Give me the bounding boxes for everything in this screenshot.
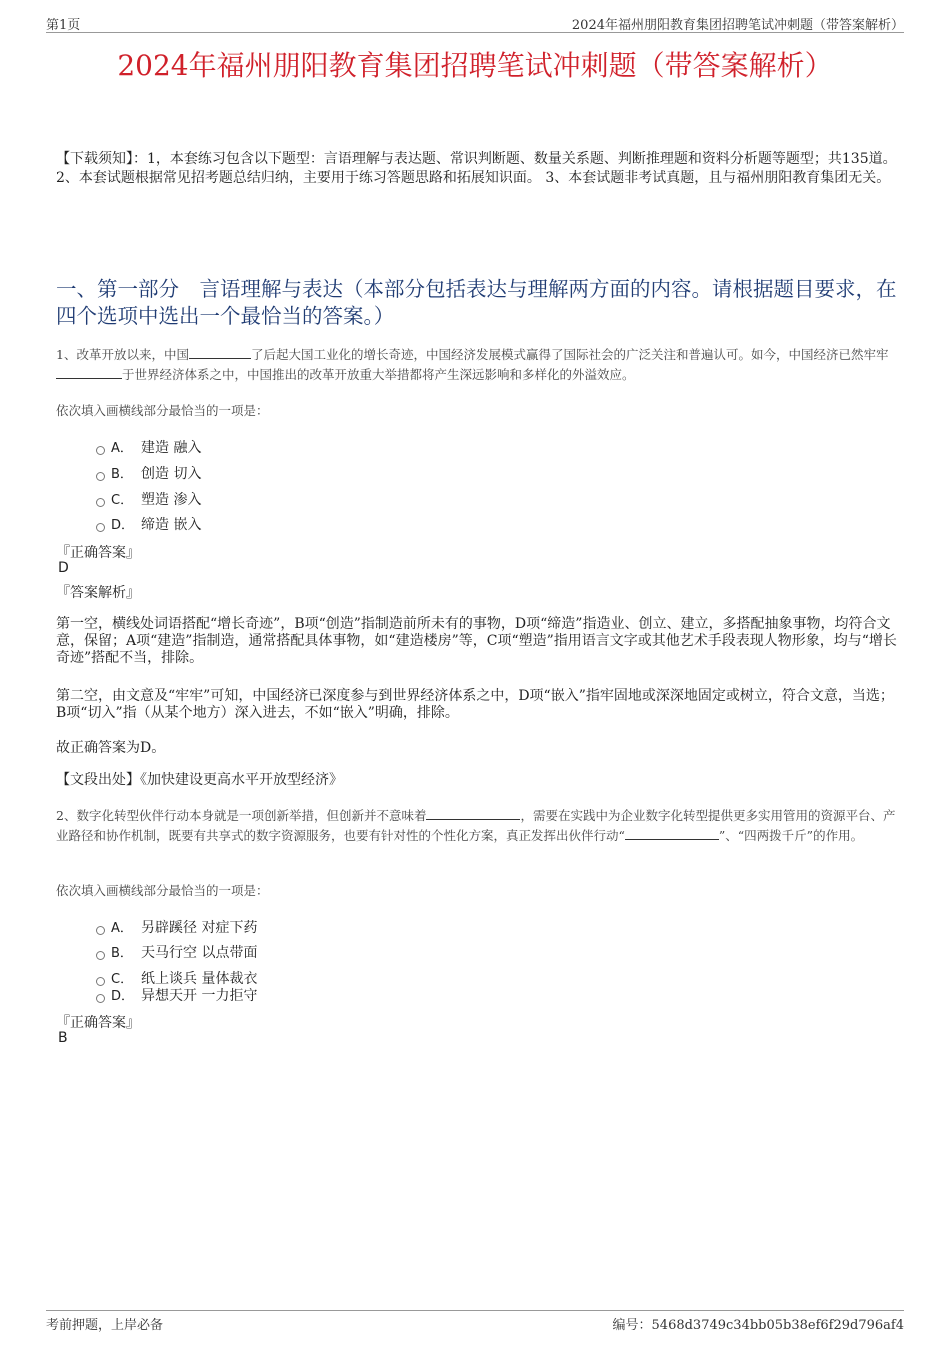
header-page-number: 第1页 [46,18,81,33]
blank-2 [625,827,719,840]
q1-analysis-label: 『答案解析』 [56,585,140,601]
radio-icon[interactable] [96,498,105,507]
blank-2 [56,366,122,379]
header-divider [46,32,904,33]
footer-doc-id: 编号：5468d3749c34bb05b38ef6f29d796af4 [612,1318,904,1333]
q1-option-b[interactable]: B． 创造 切入 [96,463,201,483]
q2-answer: B [58,1030,68,1046]
q1-analysis-1: 第一空，横线处词语搭配“增长奇迹”，B项“创造”指制造前所未有的事物，D项“缔造”指造业、创立、建立，多搭配抽象事物，均符合文意，保留；A项“建造”指制造，通常搭配具体事物，如“建造楼房”等，C项“塑造”指用语言文字或其他艺术手段表现人物形象，均与“增长奇迹”搭配不当，排除。 [56,616,897,666]
q2-option-d[interactable]: D． 异想天开 一力拒守 [96,985,257,1005]
radio-icon[interactable] [96,446,105,455]
radio-icon[interactable] [96,951,105,960]
q1-option-d[interactable]: D． 缔造 嵌入 [96,514,201,534]
q1-option-c[interactable]: C． 塑造 渗入 [96,489,201,509]
q2-answer-label: 『正确答案』 [56,1015,140,1031]
q2-option-a[interactable]: A． 另辟蹊径 对症下药 [96,917,257,937]
header-doc-title: 2024年福州朋阳教育集团招聘笔试冲刺题（带答案解析） [571,18,904,33]
q2-option-b[interactable]: B． 天马行空 以点带面 [96,942,257,962]
blank-1 [426,807,520,820]
q1-conclusion: 故正确答案为D。 [56,740,166,756]
q1-answer-label: 『正确答案』 [56,545,140,561]
footer-divider [46,1310,904,1311]
question-1-prompt: 依次填入画横线部分最恰当的一项是： [56,403,269,418]
q1-option-a[interactable]: A． 建造 融入 [96,437,201,457]
question-2-prompt: 依次填入画横线部分最恰当的一项是： [56,883,269,898]
download-notice: 【下载须知】：1，本套练习包含以下题型：言语理解与表达题、常识判断题、数量关系题、判断推理题和资料分析题等题型；共135道。 2、本套试题根据常见招考题总结归纳，主要用于练习答题思路和拓展知识面。 3、本套试题非考试真题，且与福州朋阳教育集团无关。 [56,151,897,186]
question-2-text: 2、数字化转型伙伴行动本身就是一项创新举措，但创新并不意味着 ，需要在实践中为企业数字化转型提供更多实用管用的资源平台、产业路径和协作机制，既要有共享式的数字资源服务，也要有针对性的个性化方案，真正发挥出伙伴行动“ ”、“四两拨千斤”的作用。 [56,808,896,843]
q1-source: 【文段出处】《加快建设更高水平开放型经济》 [56,772,343,788]
section-title: 一、第一部分 言语理解与表达（本部分包括表达与理解两方面的内容。请根据题目要求，在四个选项中选出一个最恰当的答案。） [56,277,897,328]
radio-icon[interactable] [96,926,105,935]
question-1-text: 1、改革开放以来，中国 了后起大国工业化的增长奇迹，中国经济发展模式赢得了国际社会的广泛关注和普遍认可。如今，中国经济已然牢牢于世界经济体系之中，中国推出的改革开放重大举措都将产生深远影响和多样化的外溢效应。 [56,347,889,382]
radio-icon[interactable] [96,523,105,532]
radio-icon[interactable] [96,994,105,1003]
q1-answer: D [58,560,69,576]
page-title: 2024年福州朋阳教育集团招聘笔试冲刺题（带答案解析） [117,49,833,82]
q2-option-c[interactable]: C． 纸上谈兵 量体裁衣 [96,968,257,988]
radio-icon[interactable] [96,472,105,481]
q1-analysis-2: 第二空，由文意及“牢牢”可知，中国经济已深度参与到世界经济体系之中，D项“嵌入”指牢固地或深深地固定或树立，符合文意，当选；B项“切入”指（从某个地方）深入进去，不如“嵌入”明确，排除。 [56,688,894,721]
blank-1 [189,346,251,359]
footer-slogan: 考前押题，上岸必备 [46,1318,164,1333]
